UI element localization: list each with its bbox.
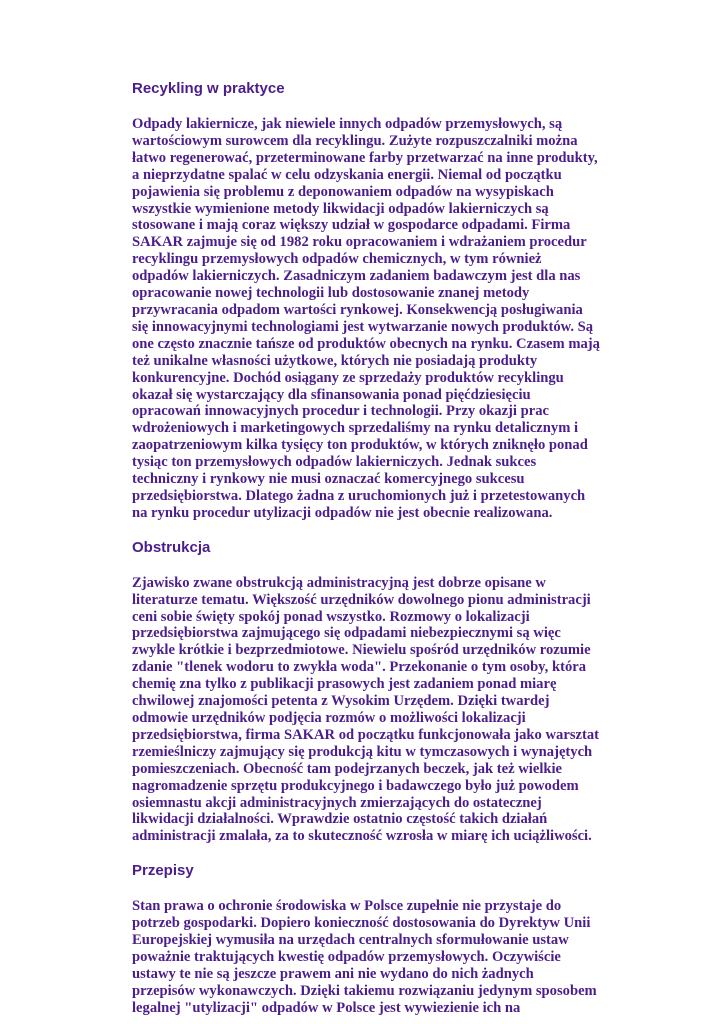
document-body <box>132 80 600 1017</box>
section-heading-obstruction: Obstrukcja <box>132 538 211 556</box>
section-heading-recycling: Recykling w praktyce <box>132 80 285 97</box>
section-heading-regulations: Przepisy <box>132 862 194 880</box>
section-paragraph-regulations: Stan prawa o ochronie środowiska w Polsce zupełnie nie przystaje do potrzeb gospodarki. Dopiero konieczność dostosowania do Dyrektyw Unii Europejskiej wymusiła na urzędach centralnych sformułowanie ustaw poważnie traktujących kwestię odpadów przemysłowych. Oczywiście ustawy te nie są jeszcze prawem ani nie wydano do nich żadnych przepisów wykonawczych. Dzięki takiemu rozwiązaniu jedynym sposobem legalnej "utylizacji" odpadów w Polsce jest wywiezienie ich na <box>132 898 597 1016</box>
section-paragraph-recycling: Odpady lakiernicze, jak niewiele innych odpadów przemysłowych, są wartościowym surowcem dla recyklingu. Zużyte rozpuszczalniki można łatwo regenerować, przeterminowane farby przetwarzać na inne produkty, a nieprzydatne spalać w celu odzyskania energii. Niemal od początku pojawienia się problemu z deponowaniem odpadów na wysypiskach wszystkie wymienione metody likwidacji odpadów lakierniczych są stosowane i mają coraz większy udział w gospodarce odpadami. Firma SAKAR zajmuje się od 1982 roku opracowaniem i wdrażaniem procedur recyklingu przemysłowych odpadów chemicznych, w tym również odpadów lakierniczych. Zasadniczym zadaniem badawczym jest dla nas opracowanie nowej technologii lub dostosowanie znanej metody przywracania odpadom wartości rynkowej. Konsekwencją posługiwania się innowacyjnymi technologiami jest wytwarzanie nowych produktów. Są one często znacznie tańsze od produktów obecnych na rynku. Czasem mają też unikalne własności użytkowe, których nie posiadają produkty konkurencyjne. Dochód osiągany ze sprzedaży produktów recyklingu okazał się wystarczający dla sfinansowania ponad pięćdziesięciu opracowań innowacyjnych procedur i technologii. Przy okazji prac wdrożeniowych i marketingowych sprzedaliśmy na rynku detalicznym i zaopatrzeniowym kilka tysięcy ton produktów, w których zniknęło ponad tysiąc ton przemysłowych odpadów lakierniczych. Jednak sukces techniczny i rynkowy nie musi oznaczać komercyjnego sukcesu przedsiębiorstwa. Dlatego żadna z uruchomionych już i przetestowanych na rynku procedur utylizacji odpadów nie jest obecnie realizowana. <box>132 116 600 521</box>
section-paragraph-obstruction: Zjawisko zwane obstrukcją administracyjną jest dobrze opisane w literaturze tematu. Większość urzędników dowolnego pionu administracji ceni sobie święty spokój ponad wszystko. Rozmowy o lokalizacji przedsiębiorstwa zajmującego się odpadami niebezpiecznymi są więc zwykle krótkie i bezprzedmiotowe. Niewielu spośród urzędników rozumie zdanie "tlenek wodoru to zwykła woda". Przekonanie o tym osoby, która chemię zna tylko z publikacji prasowych jest zadaniem ponad miarę chwilowej znajomości petenta z Wysokim Urzędem. Dzięki twardej odmowie urzędników podjęcia rozmów o możliwości lokalizacji przedsiębiorstwa, firma SAKAR od początku funkcjonowała jako warsztat rzemieślniczy zajmujący się produkcją kitu w tymczasowych i wynajętych pomieszczeniach. Obecność tam podejrzanych beczek, jak też wielkie nagromadzenie sprzętu produkcyjnego i badawczego było już powodem osiemnastu akcji administracyjnych zmierzających do ostatecznej likwidacji działalności. Wprawdzie ostatnio częstość takich działań administracji zmalała, za to skuteczność wzrosła w miarę ich uciążliwości. <box>132 574 599 845</box>
